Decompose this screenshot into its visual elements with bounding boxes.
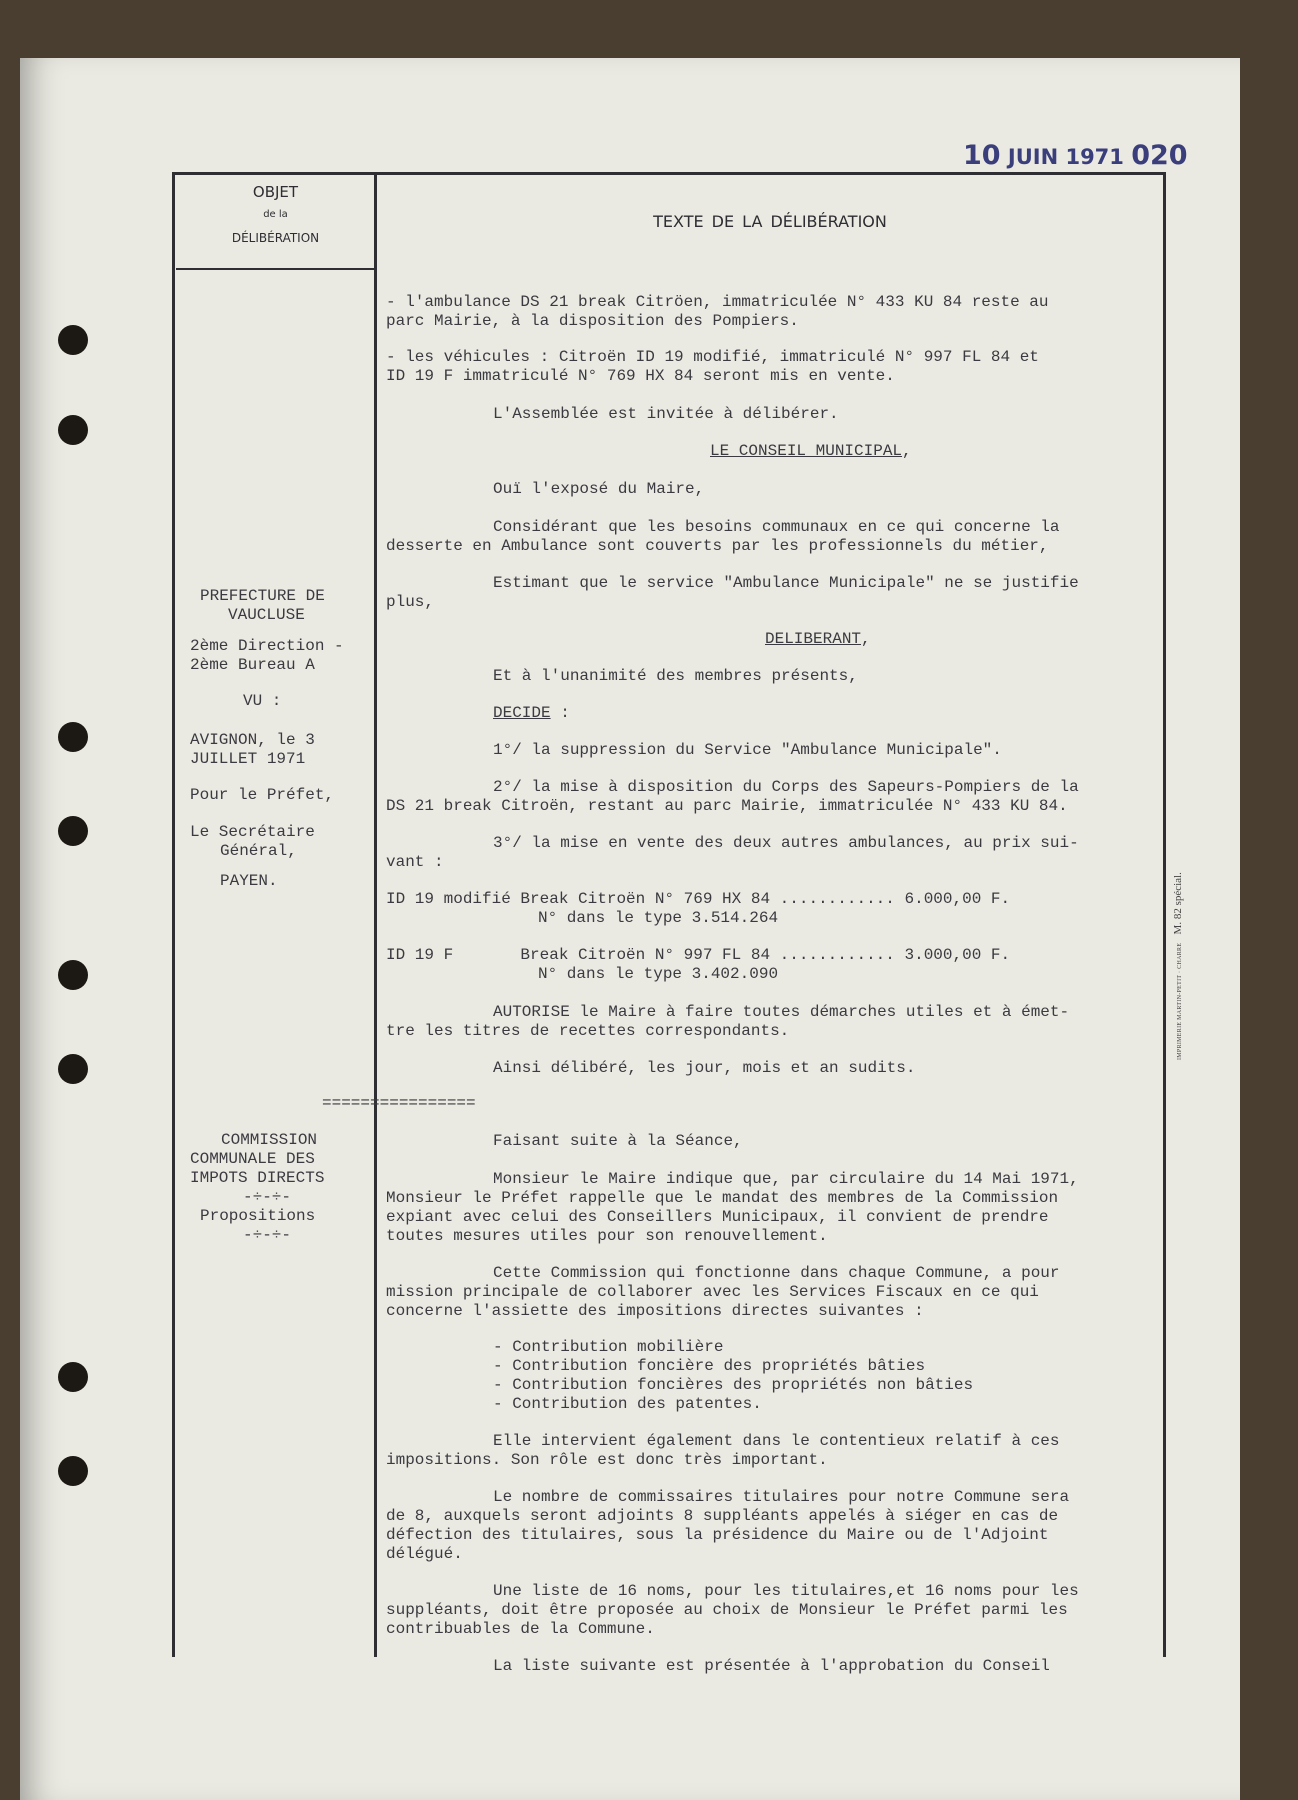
margin-ornament: -÷-÷-: [243, 1226, 292, 1244]
text-line: expiant avec celui des Conseillers Municipaux, il convient de prendre: [386, 1208, 1049, 1226]
text-line: desserte en Ambulance sont couverts par les professionnels du métier,: [386, 537, 1049, 555]
conseil-comma: ,: [902, 442, 912, 460]
decide-colon: :: [550, 704, 570, 722]
stamp-day: 10: [963, 140, 1001, 171]
text-line: défection des titulaires, sous la présidence du Maire ou de l'Adjoint: [386, 1526, 1049, 1544]
margin-direction: 2ème Direction -: [190, 637, 344, 655]
text-line: Estimant que le service "Ambulance Municipale" ne se justifie: [493, 574, 1079, 592]
frame-top-line: [172, 172, 1166, 175]
binder-hole: [58, 415, 88, 445]
objet-header: [178, 180, 373, 250]
margin-ornament: -÷-÷-: [243, 1188, 292, 1206]
objet-deliberation: DÉLIBÉRATION: [231, 231, 320, 245]
margin-avignon: AVIGNON, le 3: [190, 731, 315, 749]
text-line: 2°/ la mise à disposition du Corps des Sapeurs-Pompiers de la: [493, 778, 1079, 796]
text-line: de 8, auxquels seront adjoints 8 suppléants appelés à siéger en cas de: [386, 1507, 1059, 1525]
text-line: Cette Commission qui fonctionne dans chaque Commune, a pour: [493, 1264, 1060, 1282]
list-item: - Contribution foncière des propriétés bâties: [493, 1357, 926, 1375]
text-line: impositions. Son rôle est donc très important.: [386, 1451, 828, 1469]
binder-hole: [58, 325, 88, 355]
text-line: 3°/ la mise en vente des deux autres ambulances, au prix sui-: [493, 834, 1079, 852]
margin-propositions: Propositions: [200, 1207, 316, 1225]
binder-hole: [58, 1054, 88, 1084]
text-line: mission principale de collaborer avec les Services Fiscaux en ce qui: [386, 1283, 1039, 1301]
list-item: - Contribution des patentes.: [493, 1395, 762, 1413]
list-item: - Contribution mobilière: [493, 1338, 724, 1356]
sale-line: ID 19 F Break Citroën N° 997 FL 84 ............ 3.000,00 F.: [386, 946, 1011, 964]
margin-vu: VU :: [243, 692, 282, 710]
frame-right-line: [1163, 172, 1166, 1657]
objet-de-la: de la: [263, 209, 288, 220]
binder-hole: [58, 1456, 88, 1486]
form-number: M. 82 spécial.: [1172, 872, 1184, 935]
conseil-heading: [710, 442, 912, 461]
stamp-number: 020: [1131, 140, 1188, 171]
text-line: Monsieur le Maire indique que, par circulaire du 14 Mai 1971,: [493, 1170, 1079, 1188]
margin-bureau: 2ème Bureau A: [190, 656, 315, 674]
deliberant-heading: [765, 630, 871, 649]
stamp-month-year: JUIN 1971: [1007, 145, 1124, 169]
conseil-title: LE CONSEIL MUNICIPAL: [710, 442, 903, 460]
text-line: Ouï l'exposé du Maire,: [493, 480, 705, 498]
text-line: DS 21 break Citroën, restant au parc Mairie, immatriculée N° 433 KU 84.: [386, 797, 1068, 815]
text-line: Le nombre de commissaires titulaires pour notre Commune sera: [493, 1488, 1070, 1506]
sale-line: ID 19 modifié Break Citroën N° 769 HX 84 ............ 6.000,00 F.: [386, 890, 1011, 908]
text-line: ID 19 F immatriculé N° 769 HX 84 seront mis en vente.: [386, 367, 895, 385]
printer-imprint: [1172, 872, 1184, 1060]
margin-vaucluse: VAUCLUSE: [228, 606, 305, 624]
text-line: La liste suivante est présentée à l'approbation du Conseil: [493, 1657, 1050, 1675]
text-line: - les véhicules : Citroën ID 19 modifié, immatriculé N° 997 FL 84 et: [386, 348, 1039, 366]
sale-type-line: N° dans le type 3.402.090: [538, 965, 779, 983]
margin-prefecture: PREFECTURE DE: [200, 587, 325, 605]
text-line: - l'ambulance DS 21 break Citröen, immatriculée N° 433 KU 84 reste au: [386, 293, 1049, 311]
text-line: Ainsi délibéré, les jour, mois et an sudits.: [493, 1059, 916, 1077]
margin-communale: COMMUNALE DES: [190, 1150, 315, 1168]
texte-header: TEXTE DE LA DÉLIBÉRATION: [653, 212, 887, 231]
frame-left-line: [172, 172, 175, 1657]
margin-juillet: JUILLET 1971: [190, 750, 306, 768]
text-line: Elle intervient également dans le contentieux relatif à ces: [493, 1432, 1060, 1450]
text-line: Monsieur le Préfet rappelle que le mandat des membres de la Commission: [386, 1189, 1059, 1207]
date-stamp: [963, 140, 1188, 171]
decide-title: DECIDE: [493, 704, 551, 722]
text-line: Faisant suite à la Séance,: [493, 1132, 743, 1150]
text-line: toutes mesures utiles pour son renouvellement.: [386, 1227, 828, 1245]
text-line: L'Assemblée est invitée à délibérer.: [493, 405, 839, 423]
text-line: contribuables de la Commune.: [386, 1620, 655, 1638]
text-line: tre les titres de recettes correspondants.: [386, 1022, 790, 1040]
margin-general: Général,: [220, 842, 297, 860]
text-line: vant :: [386, 853, 444, 871]
header-underline: [176, 268, 374, 270]
printer-name: IMPRIMERIE MARTIN-PETIT · CHARRE: [1177, 942, 1183, 1060]
margin-payen: PAYEN.: [220, 872, 278, 890]
text-line: AUTORISE le Maire à faire toutes démarches utiles et à émet-: [493, 1003, 1070, 1021]
binder-hole: [58, 1362, 88, 1392]
deliberant-title: DELIBERANT: [765, 630, 862, 648]
text-line: Considérant que les besoins communaux en ce qui concerne la: [493, 518, 1060, 536]
margin-impots: IMPOTS DIRECTS: [190, 1169, 325, 1187]
list-item: - Contribution foncières des propriétés non bâties: [493, 1376, 974, 1394]
text-line: Une liste de 16 noms, pour les titulaires,et 16 noms pour les: [493, 1582, 1079, 1600]
text-line: concerne l'assiette des impositions directes suivantes :: [386, 1302, 924, 1320]
text-line: délégué.: [386, 1545, 463, 1563]
margin-commission: COMMISSION: [221, 1131, 318, 1149]
text-line: plus,: [386, 593, 435, 611]
objet-title: OBJET: [252, 183, 299, 201]
text-line: 1°/ la suppression du Service "Ambulance Municipale".: [493, 741, 1002, 759]
section-separator: ================: [322, 1094, 476, 1112]
margin-pour-prefet: Pour le Préfet,: [190, 786, 335, 804]
sale-type-line: N° dans le type 3.514.264: [538, 909, 779, 927]
decide-heading: [493, 704, 570, 723]
binder-hole: [58, 960, 88, 990]
binder-hole: [58, 816, 88, 846]
binder-hole: [58, 722, 88, 752]
column-divider: [374, 172, 377, 1657]
margin-secretaire: Le Secrétaire: [190, 823, 315, 841]
deliberant-comma: ,: [861, 630, 871, 648]
text-line: parc Mairie, à la disposition des Pompiers.: [386, 312, 799, 330]
text-line: Et à l'unanimité des membres présents,: [493, 667, 858, 685]
text-line: suppléants, doit être proposée au choix de Monsieur le Préfet parmi les: [386, 1601, 1068, 1619]
